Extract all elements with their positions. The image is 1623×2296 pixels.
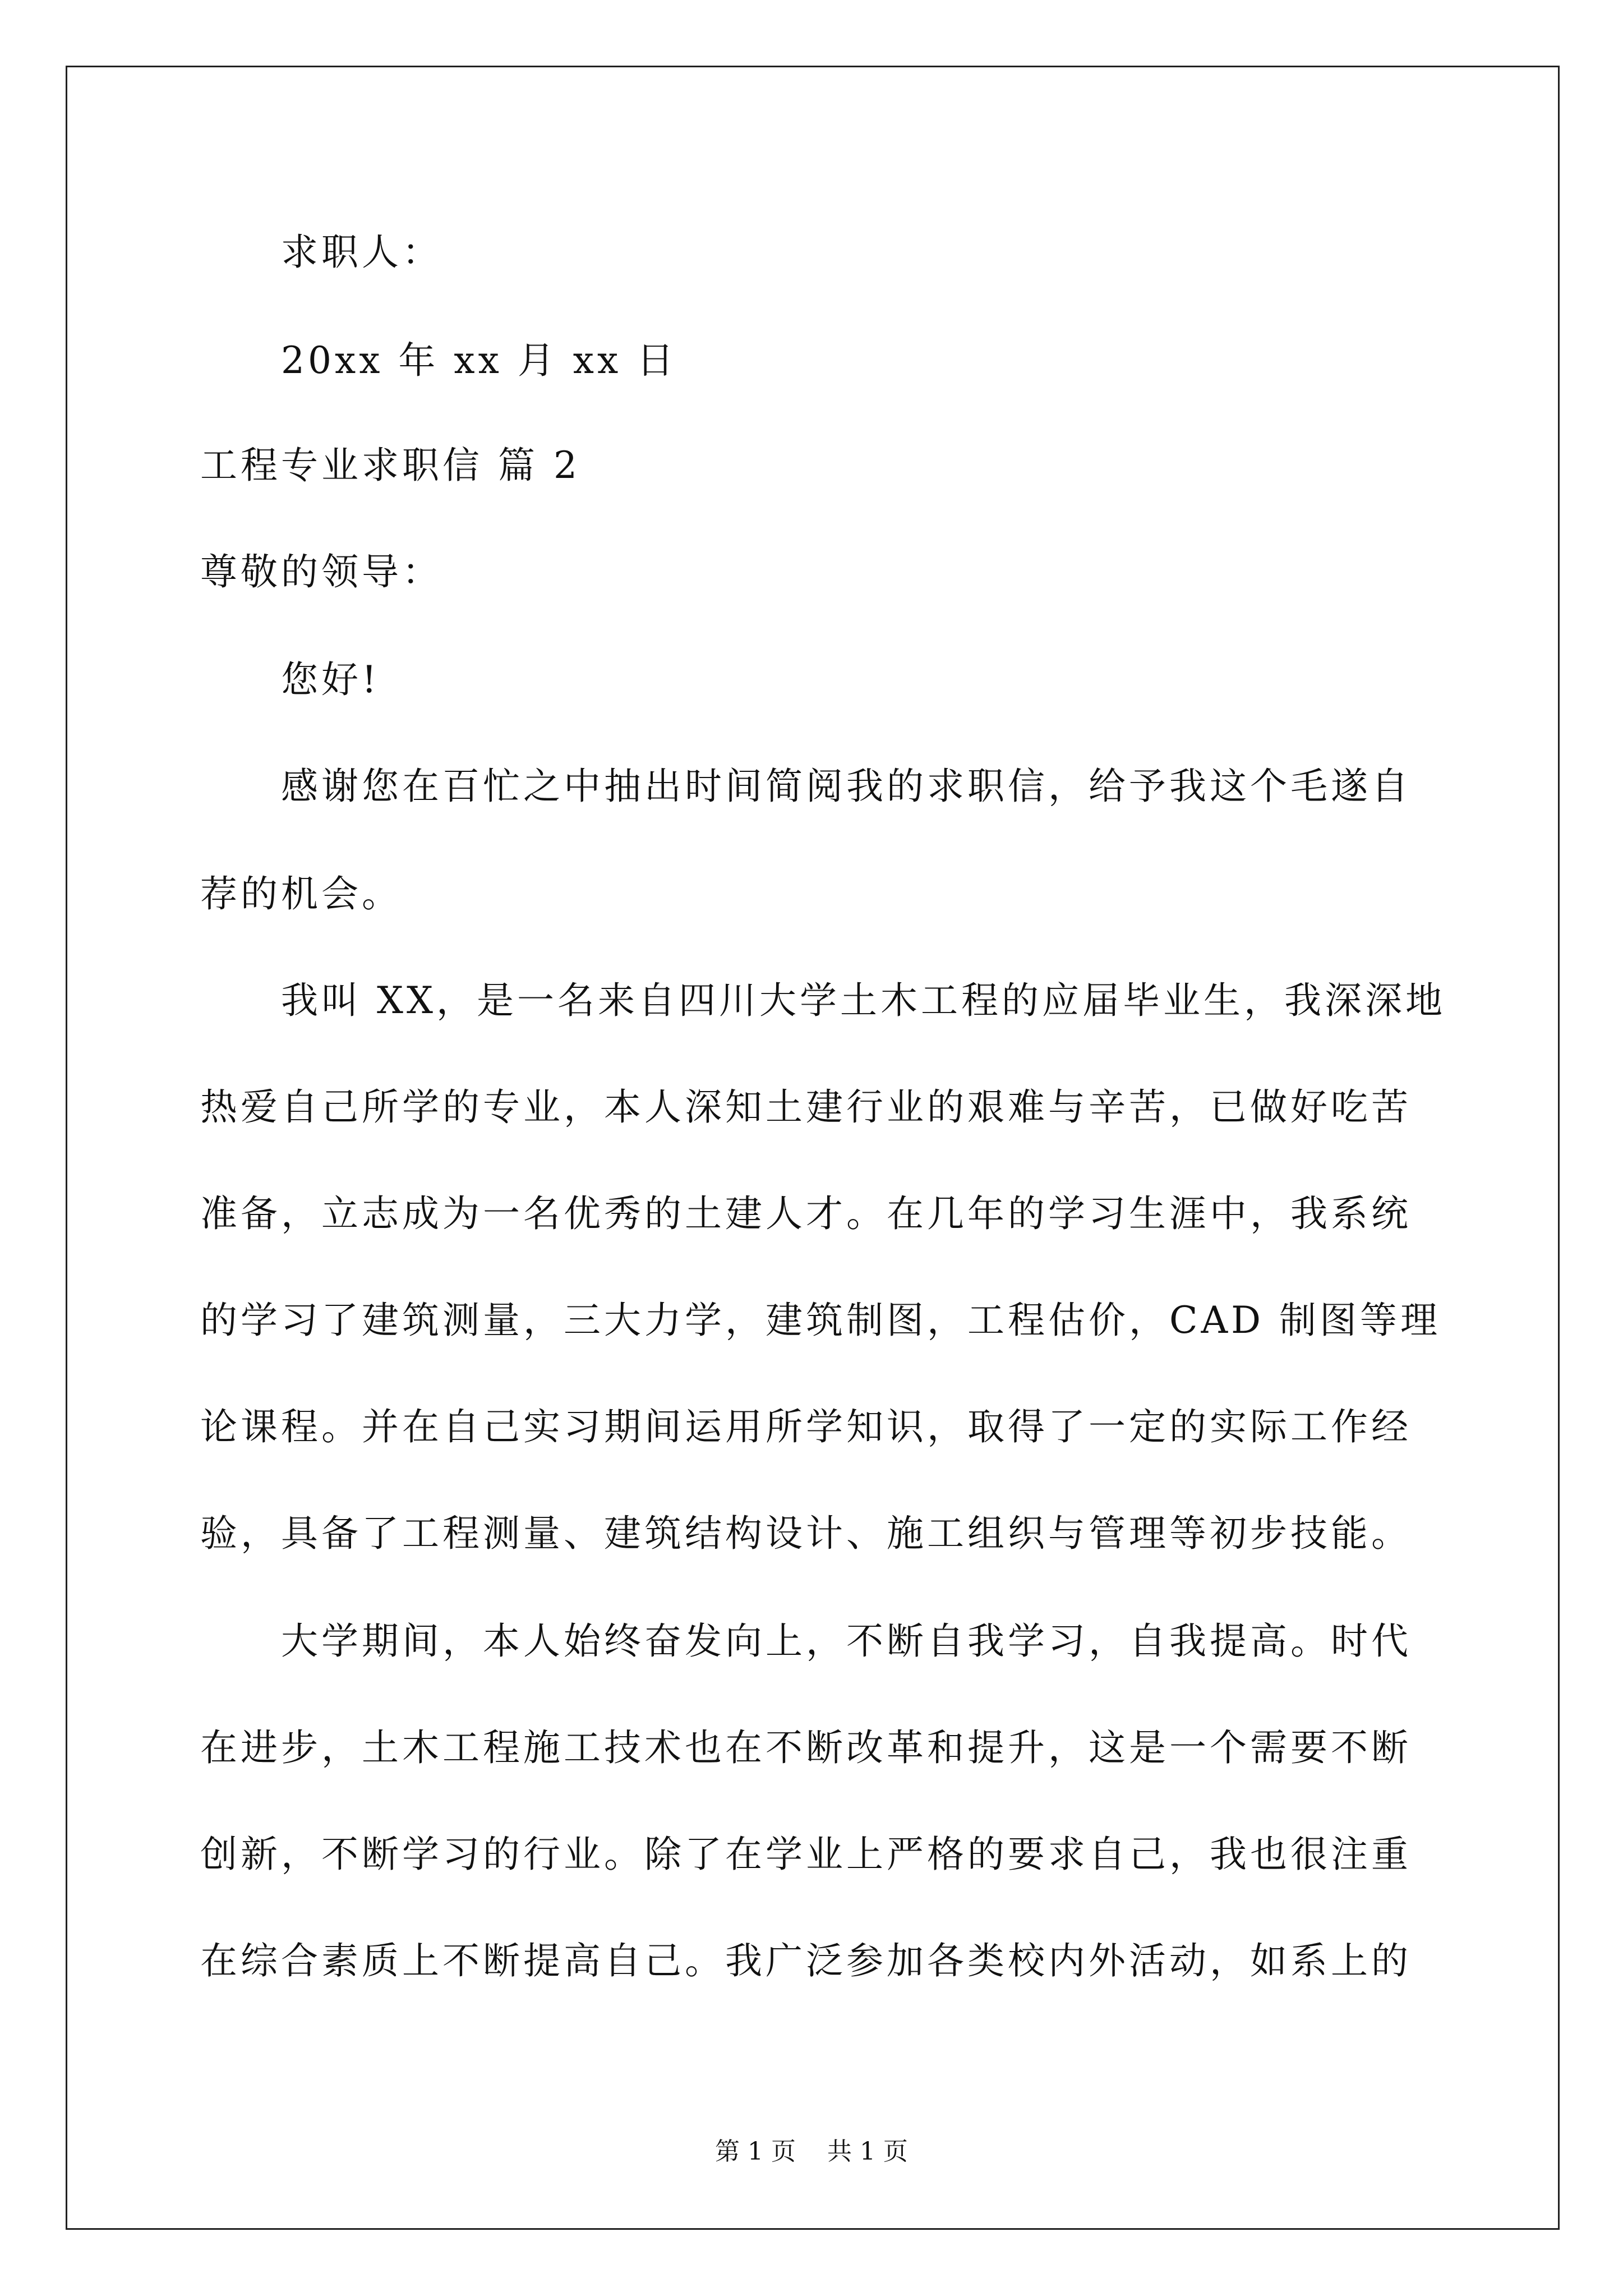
section-heading: 工程专业求职信 篇 2 <box>200 444 580 487</box>
paragraph-line: 感谢您在百忙之中抽出时间简阅我的求职信，给予我这个毛遂自 <box>281 765 1412 808</box>
paragraph-line: 在综合素质上不断提高自己。我广泛参加各类校内外活动，如系上的 <box>200 1939 1412 1982</box>
paragraph-line: 热爱自己所学的专业，本人深知土建行业的艰难与辛苦，已做好吃苦 <box>200 1085 1412 1129</box>
date-line: 20xx 年 xx 月 xx 日 <box>281 339 677 382</box>
paragraph-line: 我叫 XX，是一名来自四川大学土木工程的应届毕业生，我深深地 <box>281 979 1446 1022</box>
paragraph-line: 验，具备了工程测量、建筑结构设计、施工组织与管理等初步技能。 <box>200 1512 1412 1555</box>
applicant-label: 求职人： <box>281 231 442 274</box>
paragraph-line: 大学期间，本人始终奋发向上，不断自我学习，自我提高。时代 <box>281 1619 1412 1663</box>
paragraph-line: 的学习了建筑测量，三大力学，建筑制图，工程估价，CAD 制图等理 <box>200 1299 1441 1342</box>
greeting: 您好! <box>281 658 380 701</box>
page-number-footer: 第 1 页 共 1 页 <box>715 2137 908 2166</box>
paragraph-line: 创新，不断学习的行业。除了在学业上严格的要求自己，我也很注重 <box>200 1833 1412 1876</box>
paragraph-line: 荐的机会。 <box>200 872 402 915</box>
page-border <box>66 66 1560 2230</box>
salutation: 尊敬的领导： <box>200 550 442 593</box>
paragraph-line: 论课程。并在自己实习期间运用所学知识，取得了一定的实际工作经 <box>200 1405 1412 1448</box>
paragraph-line: 在进步，土木工程施工技术也在不断改革和提升，这是一个需要不断 <box>200 1726 1412 1769</box>
paragraph-line: 准备，立志成为一名优秀的土建人才。在几年的学习生涯中，我系统 <box>200 1192 1412 1235</box>
